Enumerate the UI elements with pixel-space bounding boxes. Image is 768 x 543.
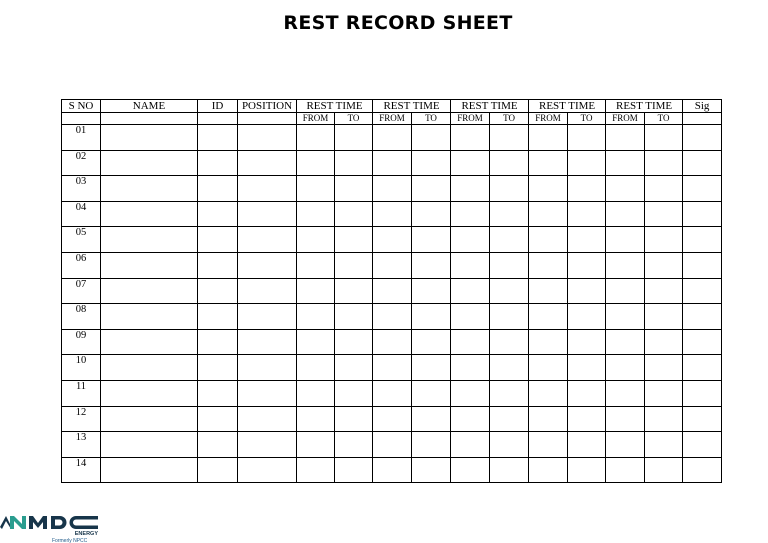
blank-cell[interactable] (568, 125, 606, 151)
blank-cell[interactable] (297, 406, 335, 432)
blank-cell[interactable] (335, 355, 373, 381)
row-number: 09 (62, 329, 101, 355)
table-row (62, 278, 722, 304)
blank-cell[interactable] (373, 125, 412, 151)
blank-cell[interactable] (373, 227, 412, 253)
blank-cell[interactable] (198, 278, 238, 304)
blank-cell[interactable] (606, 432, 645, 458)
blank-cell[interactable] (297, 252, 335, 278)
blank-cell[interactable] (606, 457, 645, 483)
table-row (62, 457, 722, 483)
blank-cell[interactable] (490, 380, 529, 406)
blank-cell[interactable] (238, 457, 297, 483)
blank-cell[interactable] (101, 278, 198, 304)
blank-cell[interactable] (101, 329, 198, 355)
blank-cell[interactable] (490, 329, 529, 355)
header-rest-time-4: REST TIME (529, 100, 606, 113)
blank-cell[interactable] (568, 304, 606, 330)
blank-cell[interactable] (412, 278, 451, 304)
blank-cell[interactable] (645, 457, 683, 483)
blank-cell[interactable] (198, 150, 238, 176)
blank-cell[interactable] (335, 201, 373, 227)
blank-cell[interactable] (451, 304, 490, 330)
header-rest-time-1: REST TIME (297, 100, 373, 113)
table-row (62, 304, 722, 330)
blank-cell[interactable] (373, 380, 412, 406)
blank-cell[interactable] (683, 125, 722, 151)
blank-cell[interactable] (101, 432, 198, 458)
blank-cell[interactable] (412, 150, 451, 176)
blank-cell[interactable] (412, 201, 451, 227)
blank-cell[interactable] (297, 432, 335, 458)
blank-cell[interactable] (451, 278, 490, 304)
blank-cell[interactable] (529, 278, 568, 304)
blank-cell[interactable] (645, 278, 683, 304)
table-row (62, 380, 722, 406)
table-row (62, 125, 722, 151)
blank-cell[interactable] (568, 406, 606, 432)
blank-cell[interactable] (606, 355, 645, 381)
blank-cell[interactable] (412, 176, 451, 202)
row-number: 12 (62, 406, 101, 432)
blank-cell[interactable] (568, 150, 606, 176)
subheader-from: FROM (606, 113, 645, 125)
blank-cell[interactable] (198, 329, 238, 355)
blank-cell[interactable] (297, 457, 335, 483)
logo-mark (0, 516, 98, 529)
blank-cell[interactable] (645, 201, 683, 227)
blank-cell[interactable] (198, 201, 238, 227)
blank-cell[interactable] (101, 355, 198, 381)
blank-cell[interactable] (683, 227, 722, 253)
blank-cell[interactable] (412, 432, 451, 458)
header-rest-time-2: REST TIME (373, 100, 451, 113)
blank-cell[interactable] (606, 176, 645, 202)
blank-cell[interactable] (683, 278, 722, 304)
blank-cell[interactable] (297, 227, 335, 253)
row-number: 13 (62, 432, 101, 458)
blank-cell[interactable] (297, 329, 335, 355)
header-name: NAME (101, 100, 198, 113)
blank-cell[interactable] (335, 150, 373, 176)
blank-cell[interactable] (683, 355, 722, 381)
blank-cell[interactable] (451, 125, 490, 151)
blank-cell[interactable] (335, 457, 373, 483)
blank-cell[interactable] (198, 304, 238, 330)
blank-cell[interactable] (297, 304, 335, 330)
logo-energy-text: ENERGY (74, 531, 98, 537)
blank-cell[interactable] (529, 176, 568, 202)
subheader-blank (101, 113, 198, 125)
blank-cell[interactable] (529, 355, 568, 381)
blank-cell[interactable] (568, 355, 606, 381)
blank-cell[interactable] (238, 278, 297, 304)
header-rest-time-5: REST TIME (606, 100, 683, 113)
header-position: POSITION (238, 100, 297, 113)
subheader-to: TO (335, 113, 373, 125)
subheader-to: TO (645, 113, 683, 125)
subheader-from: FROM (297, 113, 335, 125)
blank-cell[interactable] (373, 150, 412, 176)
blank-cell[interactable] (198, 406, 238, 432)
blank-cell[interactable] (645, 150, 683, 176)
blank-cell[interactable] (451, 457, 490, 483)
blank-cell[interactable] (412, 457, 451, 483)
blank-cell[interactable] (529, 304, 568, 330)
blank-cell[interactable] (529, 457, 568, 483)
row-number: 04 (62, 201, 101, 227)
blank-cell[interactable] (529, 201, 568, 227)
blank-cell[interactable] (606, 125, 645, 151)
table-row (62, 355, 722, 381)
blank-cell[interactable] (451, 355, 490, 381)
row-number: 03 (62, 176, 101, 202)
subheader-blank (238, 113, 297, 125)
subheader-blank (198, 113, 238, 125)
blank-cell[interactable] (101, 125, 198, 151)
blank-cell[interactable] (490, 457, 529, 483)
blank-cell[interactable] (529, 227, 568, 253)
blank-cell[interactable] (568, 227, 606, 253)
blank-cell[interactable] (529, 380, 568, 406)
subheader-blank (62, 113, 101, 125)
blank-cell[interactable] (568, 176, 606, 202)
blank-cell[interactable] (297, 380, 335, 406)
row-number: 10 (62, 355, 101, 381)
blank-cell[interactable] (606, 304, 645, 330)
blank-cell[interactable] (373, 304, 412, 330)
blank-cell[interactable] (198, 227, 238, 253)
blank-cell[interactable] (412, 252, 451, 278)
blank-cell[interactable] (335, 252, 373, 278)
blank-cell[interactable] (335, 176, 373, 202)
blank-cell[interactable] (198, 355, 238, 381)
blank-cell[interactable] (238, 432, 297, 458)
blank-cell[interactable] (606, 380, 645, 406)
blank-cell[interactable] (101, 176, 198, 202)
blank-cell[interactable] (645, 176, 683, 202)
table-row (62, 432, 722, 458)
blank-cell[interactable] (373, 329, 412, 355)
blank-cell[interactable] (412, 227, 451, 253)
blank-cell[interactable] (645, 125, 683, 151)
blank-cell[interactable] (451, 227, 490, 253)
header-rest-time-3: REST TIME (451, 100, 529, 113)
blank-cell[interactable] (568, 329, 606, 355)
subheader-to: TO (490, 113, 529, 125)
blank-cell[interactable] (101, 380, 198, 406)
header-id: ID (198, 100, 238, 113)
blank-cell[interactable] (101, 406, 198, 432)
blank-cell[interactable] (606, 227, 645, 253)
blank-cell[interactable] (490, 125, 529, 151)
rest-record-table (61, 99, 722, 483)
blank-cell[interactable] (238, 329, 297, 355)
blank-cell[interactable] (451, 432, 490, 458)
blank-cell[interactable] (335, 329, 373, 355)
blank-cell[interactable] (568, 252, 606, 278)
blank-cell[interactable] (490, 227, 529, 253)
table-row (62, 150, 722, 176)
header-row (62, 100, 722, 113)
blank-cell[interactable] (412, 406, 451, 432)
blank-cell[interactable] (238, 355, 297, 381)
blank-cell[interactable] (238, 125, 297, 151)
blank-cell[interactable] (683, 432, 722, 458)
blank-cell[interactable] (238, 176, 297, 202)
row-number: 05 (62, 227, 101, 253)
blank-cell[interactable] (198, 380, 238, 406)
logo-formerly-text: Formerly NPCC (52, 538, 88, 543)
blank-cell[interactable] (568, 278, 606, 304)
blank-cell[interactable] (606, 201, 645, 227)
blank-cell[interactable] (683, 329, 722, 355)
blank-cell[interactable] (683, 304, 722, 330)
blank-cell[interactable] (568, 380, 606, 406)
subheader-from: FROM (373, 113, 412, 125)
row-number: 01 (62, 125, 101, 151)
table-body (62, 125, 722, 483)
subheader-to: TO (568, 113, 606, 125)
blank-cell[interactable] (373, 201, 412, 227)
blank-cell[interactable] (683, 406, 722, 432)
blank-cell[interactable] (645, 406, 683, 432)
blank-cell[interactable] (490, 252, 529, 278)
blank-cell[interactable] (529, 432, 568, 458)
blank-cell[interactable] (683, 457, 722, 483)
blank-cell[interactable] (297, 125, 335, 151)
row-number: 06 (62, 252, 101, 278)
blank-cell[interactable] (297, 150, 335, 176)
blank-cell[interactable] (568, 457, 606, 483)
blank-cell[interactable] (373, 176, 412, 202)
blank-cell[interactable] (451, 329, 490, 355)
blank-cell[interactable] (645, 355, 683, 381)
blank-cell[interactable] (335, 278, 373, 304)
blank-cell[interactable] (101, 457, 198, 483)
blank-cell[interactable] (490, 176, 529, 202)
blank-cell[interactable] (529, 329, 568, 355)
blank-cell[interactable] (412, 355, 451, 381)
row-number: 02 (62, 150, 101, 176)
subheader-from: FROM (451, 113, 490, 125)
blank-cell[interactable] (683, 380, 722, 406)
subheader-to: TO (412, 113, 451, 125)
blank-cell[interactable] (451, 176, 490, 202)
blank-cell[interactable] (645, 252, 683, 278)
table-row (62, 201, 722, 227)
blank-cell[interactable] (198, 252, 238, 278)
blank-cell[interactable] (451, 380, 490, 406)
blank-cell[interactable] (490, 304, 529, 330)
row-number: 14 (62, 457, 101, 483)
blank-cell[interactable] (335, 406, 373, 432)
blank-cell[interactable] (297, 355, 335, 381)
table-row (62, 252, 722, 278)
blank-cell[interactable] (198, 125, 238, 151)
blank-cell[interactable] (412, 125, 451, 151)
blank-cell[interactable] (238, 150, 297, 176)
blank-cell[interactable] (529, 406, 568, 432)
blank-cell[interactable] (606, 329, 645, 355)
table-row (62, 176, 722, 202)
blank-cell[interactable] (101, 227, 198, 253)
blank-cell[interactable] (101, 150, 198, 176)
blank-cell[interactable] (529, 252, 568, 278)
blank-cell[interactable] (412, 329, 451, 355)
blank-cell[interactable] (238, 227, 297, 253)
blank-cell[interactable] (297, 201, 335, 227)
blank-cell[interactable] (101, 201, 198, 227)
blank-cell[interactable] (490, 201, 529, 227)
blank-cell[interactable] (683, 150, 722, 176)
blank-cell[interactable] (101, 304, 198, 330)
blank-cell[interactable] (645, 227, 683, 253)
row-number: 08 (62, 304, 101, 330)
blank-cell[interactable] (373, 278, 412, 304)
page-title: REST RECORD SHEET (283, 12, 513, 34)
blank-cell[interactable] (335, 432, 373, 458)
blank-cell[interactable] (238, 304, 297, 330)
blank-cell[interactable] (412, 304, 451, 330)
blank-cell[interactable] (606, 252, 645, 278)
blank-cell[interactable] (238, 201, 297, 227)
blank-cell[interactable] (451, 150, 490, 176)
blank-cell[interactable] (198, 457, 238, 483)
blank-cell[interactable] (490, 355, 529, 381)
blank-cell[interactable] (198, 176, 238, 202)
blank-cell[interactable] (606, 278, 645, 304)
blank-cell[interactable] (238, 252, 297, 278)
blank-cell[interactable] (335, 380, 373, 406)
blank-cell[interactable] (451, 201, 490, 227)
header-sno: S NO (62, 100, 101, 113)
blank-cell[interactable] (297, 176, 335, 202)
row-number: 07 (62, 278, 101, 304)
blank-cell[interactable] (101, 252, 198, 278)
blank-cell[interactable] (683, 176, 722, 202)
blank-cell[interactable] (568, 201, 606, 227)
blank-cell[interactable] (238, 406, 297, 432)
blank-cell[interactable] (645, 329, 683, 355)
blank-cell[interactable] (335, 304, 373, 330)
header-sig: Sig (683, 100, 722, 113)
blank-cell[interactable] (373, 355, 412, 381)
blank-cell[interactable] (645, 432, 683, 458)
blank-cell[interactable] (683, 252, 722, 278)
blank-cell[interactable] (490, 150, 529, 176)
blank-cell[interactable] (238, 380, 297, 406)
table-row (62, 227, 722, 253)
blank-cell[interactable] (606, 406, 645, 432)
blank-cell[interactable] (335, 125, 373, 151)
blank-cell[interactable] (529, 150, 568, 176)
blank-cell[interactable] (373, 406, 412, 432)
subheader-row (62, 113, 722, 125)
subheader-blank (683, 113, 722, 125)
blank-cell[interactable] (412, 380, 451, 406)
blank-cell[interactable] (645, 304, 683, 330)
nmdc-energy-logo (0, 513, 110, 543)
table-row (62, 329, 722, 355)
row-number: 11 (62, 380, 101, 406)
blank-cell[interactable] (373, 252, 412, 278)
blank-cell[interactable] (198, 432, 238, 458)
blank-cell[interactable] (490, 278, 529, 304)
subheader-from: FROM (529, 113, 568, 125)
blank-cell[interactable] (335, 227, 373, 253)
blank-cell[interactable] (529, 125, 568, 151)
blank-cell[interactable] (373, 432, 412, 458)
table-row (62, 406, 722, 432)
blank-cell[interactable] (451, 406, 490, 432)
blank-cell[interactable] (373, 457, 412, 483)
blank-cell[interactable] (490, 406, 529, 432)
blank-cell[interactable] (683, 201, 722, 227)
blank-cell[interactable] (451, 252, 490, 278)
blank-cell[interactable] (606, 150, 645, 176)
blank-cell[interactable] (568, 432, 606, 458)
blank-cell[interactable] (645, 380, 683, 406)
blank-cell[interactable] (297, 278, 335, 304)
blank-cell[interactable] (490, 432, 529, 458)
